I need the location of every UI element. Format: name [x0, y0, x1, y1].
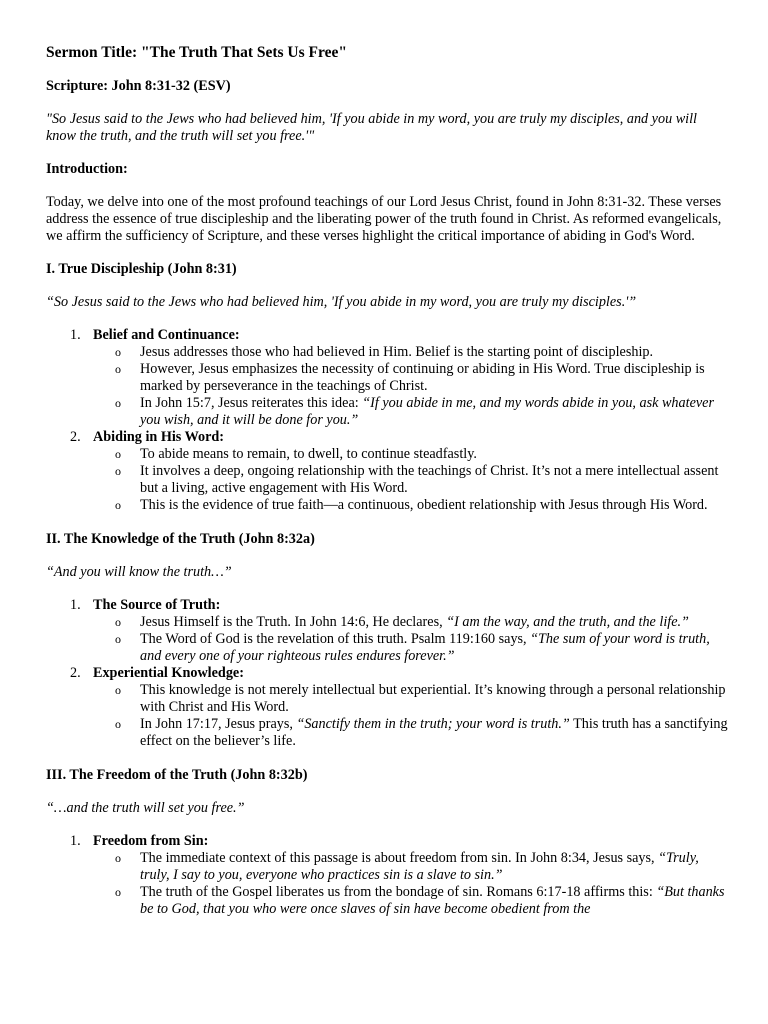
- scripture-label: Scripture: John 8:31-32 (ESV): [46, 78, 231, 94]
- scripture-citation: “Sanctify them in the truth; your word is truth.”: [296, 716, 570, 732]
- sub-point-item: [93, 497, 728, 514]
- sub-point-item: [93, 446, 728, 463]
- scripture-citation: “If you abide in me, and my words abide in you, ask whatever you wish, and it will be done for you.”: [140, 395, 714, 428]
- circle-bullet-icon: o: [115, 683, 121, 697]
- point-title: Abiding in His Word:: [93, 429, 225, 445]
- sermon-sections: [46, 261, 728, 918]
- introduction-label: Introduction:: [46, 161, 128, 177]
- point-item: [46, 665, 728, 750]
- point-list: [46, 833, 728, 918]
- point-number: 2.: [70, 429, 81, 445]
- sub-point-text: The Word of God is the revelation of this truth. Psalm 119:160 says,: [140, 631, 531, 647]
- sub-point-item: [93, 344, 728, 361]
- sub-point-item: [93, 716, 728, 750]
- point-title: Experiential Knowledge:: [93, 665, 244, 681]
- circle-bullet-icon: o: [115, 615, 121, 629]
- point-list: [46, 597, 728, 750]
- sub-point-item: [93, 361, 728, 395]
- scripture-citation: “Truly, truly, I say to you, everyone who practices sin is a slave to sin.”: [140, 850, 699, 883]
- sub-point-text: It involves a deep, ongoing relationship with the teachings of Christ. It’s not a mere intellectual assent but a living, active engagement with His Word.: [140, 463, 719, 496]
- circle-bullet-icon: o: [115, 447, 121, 461]
- sub-point-list: [93, 344, 728, 429]
- point-number: 2.: [70, 665, 81, 681]
- circle-bullet-icon: o: [115, 345, 121, 359]
- circle-bullet-icon: o: [115, 362, 121, 376]
- sub-point-text: This knowledge is not merely intellectual but experiential. It’s knowing through a personal relationship with Christ and His Word.: [140, 682, 726, 715]
- sub-point-text: The truth of the Gospel liberates us from the bondage of sin. Romans 6:17-18 affirms this:: [140, 884, 657, 900]
- introduction-text: Today, we delve into one of the most profound teachings of our Lord Jesus Christ, found in John 8:31-32. These verses address the essence of true discipleship and the liberating power of the truth found in Christ. As reformed evangelicals, we affirm the sufficiency of Scripture, and these verses highlight the critical importance of abiding in God's Word.: [46, 194, 722, 244]
- sub-point-list: [93, 850, 728, 918]
- sub-point-item: [93, 395, 728, 429]
- sub-point-item: [93, 631, 728, 665]
- sub-point-list: [93, 614, 728, 665]
- section-quote: “…and the truth will set you free.”: [46, 800, 245, 816]
- sub-point-text: This is the evidence of true faith—a continuous, obedient relationship with Jesus through His Word.: [140, 497, 708, 513]
- point-number: 1.: [70, 833, 81, 849]
- sub-point-item: [93, 850, 728, 884]
- sermon-title: Sermon Title: "The Truth That Sets Us Free": [46, 44, 347, 61]
- section-quote: “And you will know the truth…”: [46, 564, 232, 580]
- point-number: 1.: [70, 327, 81, 343]
- point-title: Belief and Continuance:: [93, 327, 240, 343]
- point-list: [46, 327, 728, 514]
- sermon-section: [46, 261, 728, 514]
- sermon-section: [46, 767, 728, 918]
- sub-point-text: Jesus Himself is the Truth. In John 14:6, He declares,: [140, 614, 447, 630]
- point-item: [46, 327, 728, 429]
- sub-point-item: [93, 682, 728, 716]
- sub-point-text: Jesus addresses those who had believed in Him. Belief is the starting point of discipleship.: [140, 344, 654, 360]
- circle-bullet-icon: o: [115, 717, 121, 731]
- sermon-section: [46, 531, 728, 750]
- scripture-citation: “The sum of your word is truth, and every one of your righteous rules endures forever.”: [140, 631, 710, 664]
- point-title: The Source of Truth:: [93, 597, 221, 613]
- sub-point-list: [93, 682, 728, 750]
- sub-point-text: To abide means to remain, to dwell, to continue steadfastly.: [140, 446, 477, 462]
- point-item: [46, 597, 728, 665]
- point-item: [46, 833, 728, 918]
- scripture-citation: “I am the way, and the truth, and the life.”: [446, 614, 689, 630]
- circle-bullet-icon: o: [115, 632, 121, 646]
- circle-bullet-icon: o: [115, 885, 121, 899]
- section-heading: III. The Freedom of the Truth (John 8:32b): [46, 767, 308, 783]
- point-title: Freedom from Sin:: [93, 833, 209, 849]
- sub-point-item: [93, 614, 728, 631]
- circle-bullet-icon: o: [115, 464, 121, 478]
- scripture-quote: "So Jesus said to the Jews who had believed him, 'If you abide in my word, you are truly my disciples, and you will know the truth, and the truth will set you free.'": [46, 111, 698, 144]
- point-item: [46, 429, 728, 514]
- circle-bullet-icon: o: [115, 396, 121, 410]
- circle-bullet-icon: o: [115, 498, 121, 512]
- section-heading: II. The Knowledge of the Truth (John 8:32a): [46, 531, 315, 547]
- sub-point-item: [93, 884, 728, 918]
- sub-point-text: However, Jesus emphasizes the necessity of continuing or abiding in His Word. True discipleship is marked by perseverance in the teachings of Christ.: [140, 361, 705, 394]
- point-number: 1.: [70, 597, 81, 613]
- sub-point-item: [93, 463, 728, 497]
- sub-point-text: In John 17:17, Jesus prays,: [140, 716, 297, 732]
- sub-point-text-after: This truth has a sanctifying effect on the believer’s life.: [140, 716, 728, 749]
- circle-bullet-icon: o: [115, 851, 121, 865]
- sub-point-text: In John 15:7, Jesus reiterates this idea:: [140, 395, 363, 411]
- scripture-citation: “But thanks be to God, that you who were once slaves of sin have become obedient from the: [140, 884, 725, 917]
- section-heading: I. True Discipleship (John 8:31): [46, 261, 237, 277]
- sub-point-text: The immediate context of this passage is about freedom from sin. In John 8:34, Jesus says,: [140, 850, 659, 866]
- section-quote: “So Jesus said to the Jews who had believed him, 'If you abide in my word, you are truly my disciples.'”: [46, 294, 637, 310]
- sub-point-list: [93, 446, 728, 514]
